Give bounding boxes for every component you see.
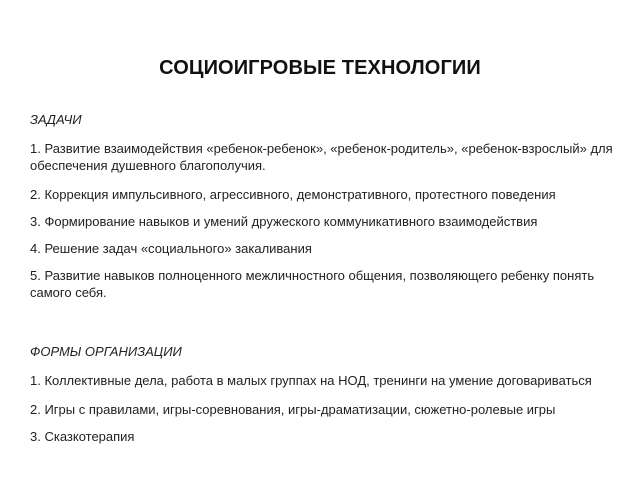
form-item-2: 2. Игры с правилами, игры-соревнования, игры-драматизации, сюжетно-ролевые игры	[30, 402, 556, 417]
task-item-4: 4. Решение задач «социального» закаливания	[30, 241, 312, 256]
task-item-2: 2. Коррекция импульсивного, агрессивного, демонстративного, протестного поведения	[30, 187, 556, 202]
section-spacer	[30, 311, 615, 343]
form-item-3: 3. Сказкотерапия	[30, 429, 135, 444]
task-item-3: 3. Формирование навыков и умений дружеского коммуникативного взаимодействия	[30, 214, 538, 229]
section-heading-tasks: ЗАДАЧИ	[30, 112, 82, 127]
slide-content	[30, 111, 615, 455]
slide-title: СОЦИОИГРОВЫЕ ТЕХНОЛОГИИ	[159, 57, 481, 79]
task-item-5: 5. Развитие навыков полноценного межличностного общения, позволяющего ребенку понять самого себя.	[30, 268, 595, 300]
section-heading-forms: ФОРМЫ ОРГАНИЗАЦИИ	[30, 344, 182, 359]
form-item-1: 1. Коллективные дела, работа в малых группах на НОД, тренинги на умение договариваться	[30, 373, 592, 388]
task-item-1: 1. Развитие взаимодействия «ребенок-ребенок», «ребенок-родитель», «ребенок-взрослый» для обеспечения душевного благополучия.	[30, 141, 613, 173]
